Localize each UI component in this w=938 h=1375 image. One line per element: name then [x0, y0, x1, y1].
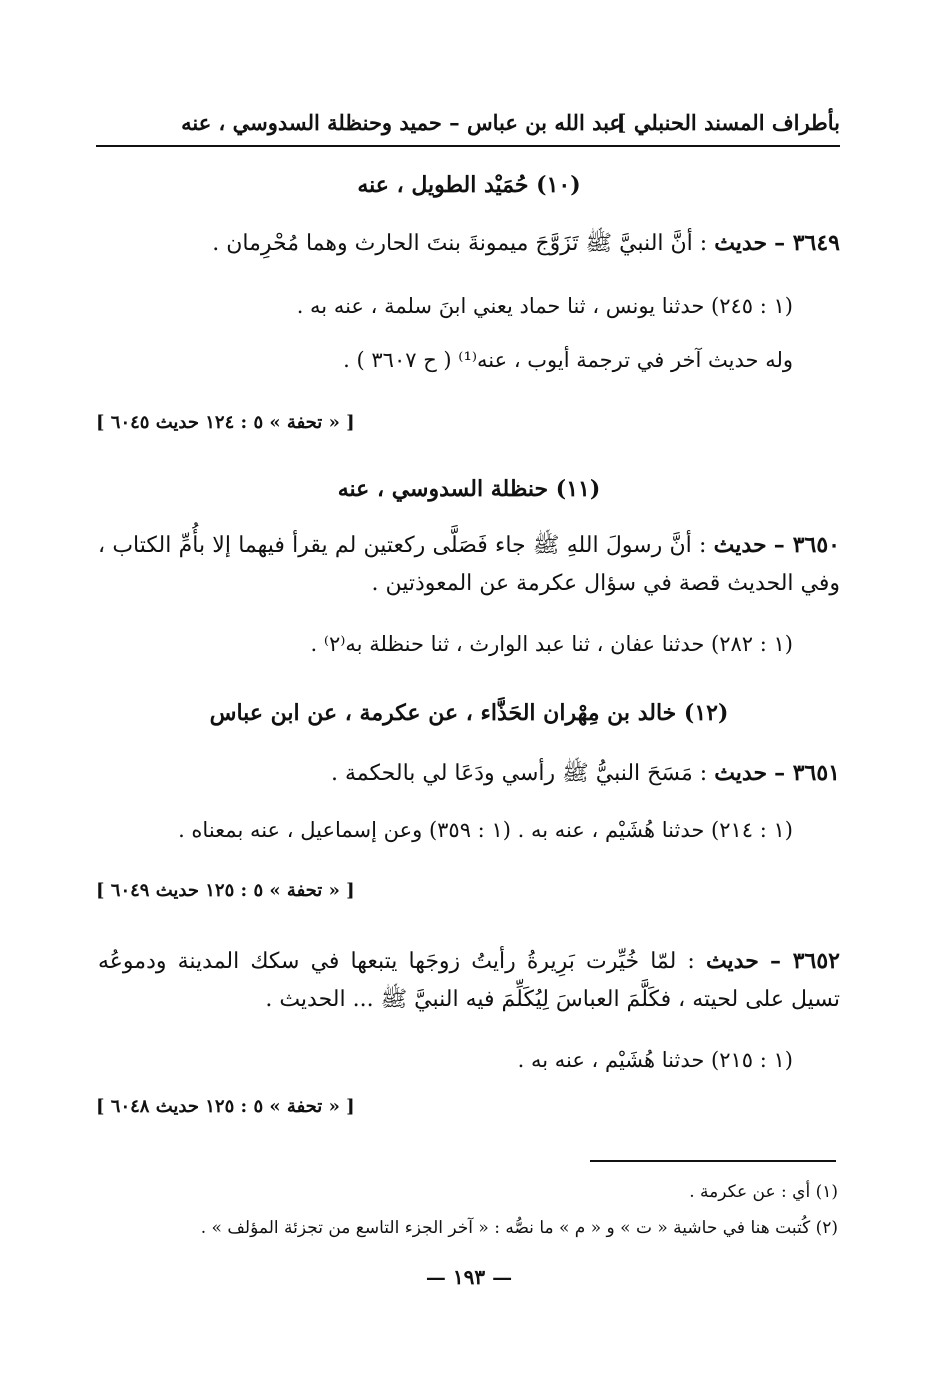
hadith-text: : مَسَحَ النبيُّ ﷺ رأسي ودَعَا لي بالحكمة . [331, 761, 708, 786]
footnote: (٢) كُتبت هنا في حاشية « ت » و « م » ما نصُّه : « آخر الجزء التاسع من تجزئة المؤلف » . [200, 1218, 838, 1238]
isnad-reference: (١ : ٢١٤) حدثنا هُشَيْم ، عنه به . (١ : ٣٥٩) وعن إسماعيل ، عنه بمعناه . [178, 818, 793, 842]
footnote: (١) أي : عن عكرمة . [689, 1182, 838, 1202]
hadith-label: حديث [713, 532, 767, 558]
section-title: (١٢) خالد بن مِهْران الحَذَّاء ، عن عكرمة ، عن ابن عباس [209, 700, 729, 726]
isnad-reference: (١ : ٢٨٢) حدثنا عفان ، ثنا عبد الوارث ، ثنا حنظلة به⁽٢⁾ . [310, 632, 793, 656]
section-title: (١١) حنظلة السدوسي ، عنه [337, 476, 601, 502]
isnad-reference: وله حديث آخر في ترجمة أيوب ، عنه⁽¹⁾ ( ح ٣٦٠٧ ) . [343, 348, 793, 372]
isnad-reference: (١ : ٢١٥) حدثنا هُشَيْم ، عنه به . [517, 1048, 793, 1072]
section-title: (١٠) حُمَيْد الطويل ، عنه [357, 172, 581, 198]
hadith-label: حديث [705, 948, 759, 974]
running-header-chapter: عبد الله بن عباس – حميد وحنظلة السدوسي ، عنه [181, 110, 622, 135]
hadith-label: حديث [714, 760, 768, 786]
hadith-text: : أنَّ رسولَ اللهِ ﷺ جاء فَصَلَّى ركعتين لم يقرأ فيهما إلا بأُمِّ الكتاب ، وفي الحديث قصة في سؤال عكرمة عن المعوذتين . [98, 533, 840, 596]
hadith-entry [98, 526, 840, 603]
header-rule [96, 145, 840, 147]
page-number: — ١٩٣ — [425, 1265, 513, 1289]
hadith-text: : أنَّ النبيَّ ﷺ تَزَوَّجَ ميمونةَ بنتَ الحارث وهما مُحْرِمان . [212, 231, 708, 256]
footnote-rule [590, 1160, 836, 1162]
hadith-entry [98, 942, 840, 1019]
hadith-label: حديث [714, 230, 768, 256]
hadith-entry [98, 224, 840, 263]
running-header-book-title: بأطراف المسند الحنبلي ] [616, 110, 840, 135]
hadith-number: ٣٦٥٠ – [773, 532, 840, 558]
hadith-number: ٣٦٥١ – [774, 760, 840, 786]
tuhfa-citation: [ « تحفة » ٥ : ١٢٤ حديث ٦٠٤٥ ] [96, 412, 355, 433]
hadith-entry [98, 754, 840, 793]
tuhfa-citation: [ « تحفة » ٥ : ١٢٥ حديث ٦٠٤٨ ] [96, 1096, 355, 1117]
isnad-reference: (١ : ٢٤٥) حدثنا يونس ، ثنا حماد يعني ابنَ سلمة ، عنه به . [296, 294, 793, 318]
hadith-number: ٣٦٥٢ – [769, 948, 840, 974]
hadith-text: : لمّا خُيِّرت بَرِيرةُ رأيتُ زوجَها يتبعها في سكك المدينة ودموعُه تسيل على لحيته ، فكَلَّمَ العباسَ لِيُكَلِّمَ فيه النبيَّ ﷺ ... الحديث . [98, 949, 840, 1012]
tuhfa-citation: [ « تحفة » ٥ : ١٢٥ حديث ٦٠٤٩ ] [96, 880, 355, 901]
hadith-number: ٣٦٤٩ – [774, 230, 840, 256]
